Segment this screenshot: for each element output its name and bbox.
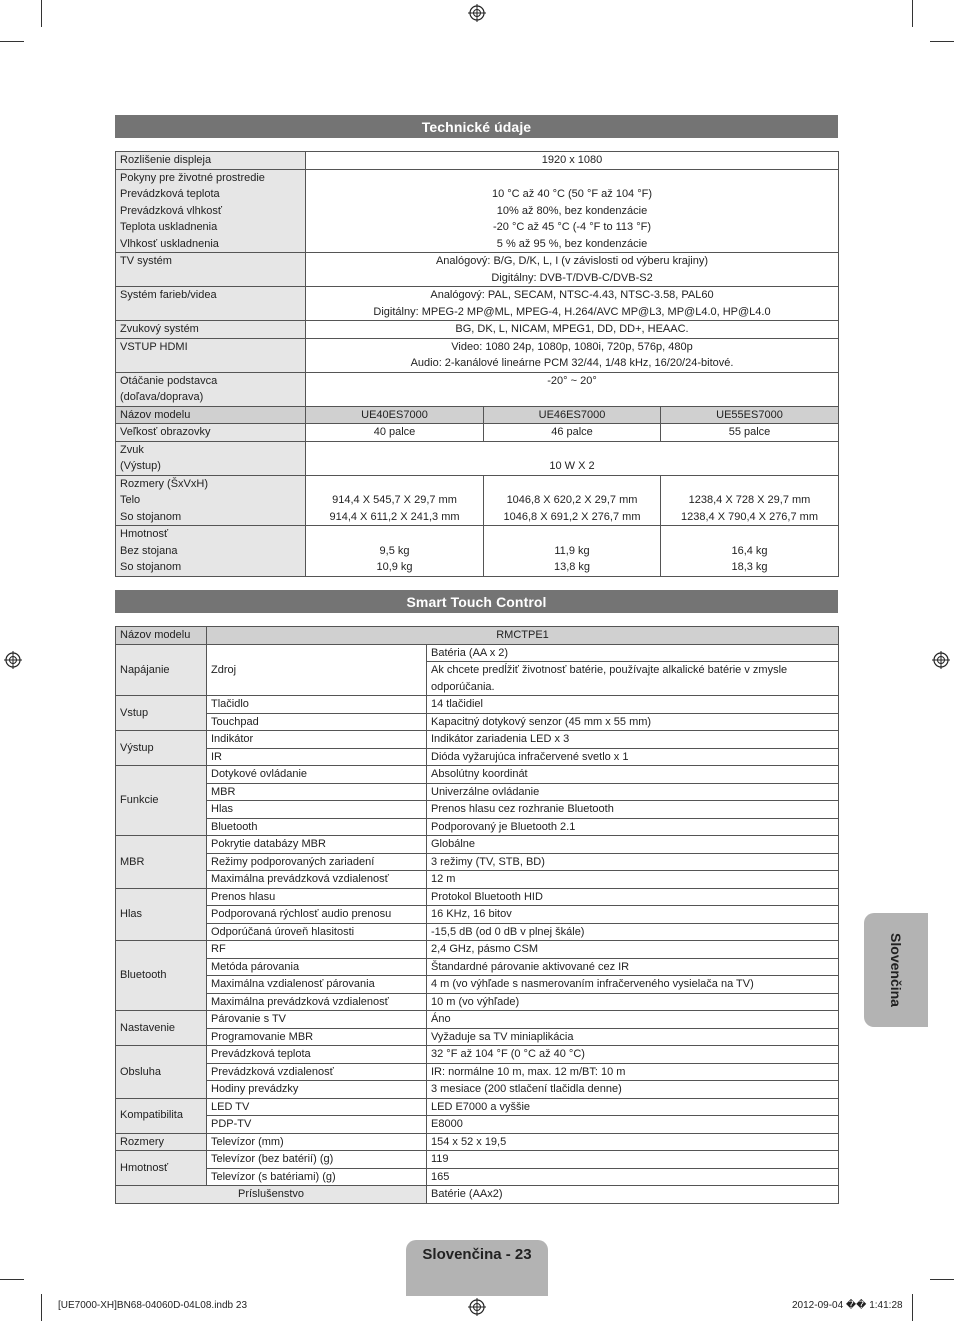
item-label: Touchpad: [207, 713, 427, 731]
page-number-label: Slovenčina - 23: [406, 1240, 548, 1296]
table-row: [116, 253, 839, 287]
spec-label: Veľkosť obrazovky: [116, 424, 306, 442]
table-row: [116, 1168, 839, 1186]
spec-label: Zvuk (Výstup): [116, 441, 306, 475]
item-value: 3 mesiace (200 stlačení tlačidla denne): [427, 1081, 839, 1099]
item-label: Podporovaná rýchlosť audio prenosu: [207, 906, 427, 924]
tech-spec-table: [115, 151, 839, 577]
spec-value: 11,9 kg 13,8 kg: [484, 526, 661, 577]
category-label: Hlas: [116, 888, 207, 941]
table-row: [116, 169, 839, 253]
table-row: [116, 1028, 839, 1046]
item-value: Prenos hlasu cez rozhranie Bluetooth: [427, 801, 839, 819]
item-label: Prevádzková vzdialenosť: [207, 1063, 427, 1081]
spec-value: 55 palce: [661, 424, 839, 442]
item-label: Prevádzková teplota: [207, 1046, 427, 1064]
item-value: 16 KHz, 16 bitov: [427, 906, 839, 924]
item-value: Áno: [427, 1011, 839, 1029]
item-value: 3 režimy (TV, STB, BD): [427, 853, 839, 871]
registration-mark-icon: [468, 1298, 486, 1316]
item-label: Indikátor: [207, 731, 427, 749]
spec-label: VSTUP HDMI: [116, 338, 306, 372]
item-value: 154 x 52 x 19,5: [427, 1133, 839, 1151]
table-row: [116, 713, 839, 731]
item-value: 2,4 GHz, pásmo CSM: [427, 941, 839, 959]
table-row: [116, 644, 839, 662]
item-value: Kapacitný dotykový senzor (45 mm x 55 mm): [427, 713, 839, 731]
spec-label: Systém farieb/videa: [116, 287, 306, 321]
crop-mark: [912, 1294, 913, 1321]
table-row: [116, 1046, 839, 1064]
item-label: Zdroj: [207, 644, 427, 696]
smart-touch-section-title: Smart Touch Control: [115, 590, 838, 613]
table-row: [116, 923, 839, 941]
table-row: [116, 818, 839, 836]
item-label: Prenos hlasu: [207, 888, 427, 906]
item-value: 32 °F až 104 °F (0 °C až 40 °C): [427, 1046, 839, 1064]
item-label: PDP-TV: [207, 1116, 427, 1134]
table-row: [116, 696, 839, 714]
item-value: Batéria (AA x 2): [427, 644, 839, 662]
item-value: Ak chcete predĺžiť životnosť batérie, používajte alkalické batérie v zmysle odporúčania.: [427, 662, 839, 696]
spec-label: Rozmery (ŠxVxH) Telo So stojanom: [116, 475, 306, 526]
category-label: Napájanie: [116, 644, 207, 696]
accessory-label: Príslušenstvo: [116, 1186, 427, 1204]
table-row: [116, 1063, 839, 1081]
spec-label: Hmotnosť Bez stojana So stojanom: [116, 526, 306, 577]
registration-mark-icon: [932, 651, 950, 669]
accessory-value: Batérie (AAx2): [427, 1186, 839, 1204]
spec-value: 46 palce: [484, 424, 661, 442]
spec-value: 1920 x 1080: [306, 152, 839, 170]
table-row: [116, 1098, 839, 1116]
spec-value: Video: 1080 24p, 1080p, 1080i, 720p, 576p, 480p Audio: 2-kanálové lineárne PCM 32/44, 1/48 kHz, 16/20/24-bitové.: [306, 338, 839, 372]
item-label: IR: [207, 748, 427, 766]
item-label: Bluetooth: [207, 818, 427, 836]
table-row: [116, 424, 839, 442]
spec-label: Názov modelu: [116, 406, 306, 424]
item-label: Režimy podporovaných zariadení: [207, 853, 427, 871]
crop-mark: [0, 1279, 24, 1280]
item-value: Absolútny koordinát: [427, 766, 839, 784]
category-label: MBR: [116, 836, 207, 889]
table-row: [116, 731, 839, 749]
table-row: [116, 871, 839, 889]
crop-mark: [41, 1294, 42, 1321]
spec-label: Otáčanie podstavca (doľava/doprava): [116, 372, 306, 406]
spec-label: Pokyny pre životné prostredie Prevádzková teplota Prevádzková vlhkosť Teplota uskladnenia Vlhkosť uskladnenia: [116, 169, 306, 253]
spec-label: Názov modelu: [116, 627, 207, 645]
item-value: Dióda vyžarujúca infračervené svetlo x 1: [427, 748, 839, 766]
spec-value: Analógový: PAL, SECAM, NTSC-4.43, NTSC-3.58, PAL60 Digitálny: MPEG-2 MP@ML, MPEG-4, H.264/AVC MP@L3, MP@L4.0, HP@L4.0: [306, 287, 839, 321]
table-row: [116, 287, 839, 321]
item-value: -15,5 dB (od 0 dB v plnej škále): [427, 923, 839, 941]
item-label: Televízor (bez batérií) (g): [207, 1151, 427, 1169]
table-row: [116, 1116, 839, 1134]
item-value: Protokol Bluetooth HID: [427, 888, 839, 906]
crop-mark: [912, 0, 913, 27]
item-value: 14 tlačidiel: [427, 696, 839, 714]
table-row: [116, 1186, 839, 1204]
item-label: Dotykové ovládanie: [207, 766, 427, 784]
category-label: Nastavenie: [116, 1011, 207, 1046]
item-value: Vyžaduje sa TV miniaplikácia: [427, 1028, 839, 1046]
item-value: Podporovaný je Bluetooth 2.1: [427, 818, 839, 836]
item-label: RF: [207, 941, 427, 959]
table-row: [116, 526, 839, 577]
footer-file-info: [UE7000-XH]BN68-04060D-04L08.indb 23: [58, 1300, 248, 1311]
table-row: [116, 976, 839, 994]
table-row: [116, 441, 839, 475]
table-row: [116, 853, 839, 871]
spec-value: 16,4 kg 18,3 kg: [661, 526, 839, 577]
spec-value: 1238,4 X 728 X 29,7 mm 1238,4 X 790,4 X 276,7 mm: [661, 475, 839, 526]
category-label: Hmotnosť: [116, 1151, 207, 1186]
table-row: [116, 1081, 839, 1099]
item-value: 10 m (vo výhľade): [427, 993, 839, 1011]
item-label: Televízor (mm): [207, 1133, 427, 1151]
spec-value: 10 °C až 40 °C (50 °F až 104 °F) 10% až 80%, bez kondenzácie -20 °C až 45 °C (-4 °F to 113 °F) 5 % až 95 %, bez kondenzácie: [306, 169, 839, 253]
item-value: IR: normálne 10 m, max. 12 m/BT: 10 m: [427, 1063, 839, 1081]
item-label: LED TV: [207, 1098, 427, 1116]
item-value: E8000: [427, 1116, 839, 1134]
item-label: MBR: [207, 783, 427, 801]
category-label: Funkcie: [116, 766, 207, 836]
spec-value: -20° ~ 20°: [306, 372, 839, 406]
model-name: UE46ES7000: [484, 406, 661, 424]
spec-label: Rozlišenie displeja: [116, 152, 306, 170]
registration-mark-icon: [4, 651, 22, 669]
table-row: [116, 801, 839, 819]
table-row: [116, 321, 839, 339]
table-row: [116, 627, 839, 645]
table-row: [116, 993, 839, 1011]
registration-mark-icon: [468, 4, 486, 22]
crop-mark: [930, 41, 954, 42]
item-value: Indikátor zariadenia LED x 3: [427, 731, 839, 749]
spec-label: TV systém: [116, 253, 306, 287]
item-label: Pokrytie databázy MBR: [207, 836, 427, 854]
tech-section-title: Technické údaje: [115, 115, 838, 138]
item-label: Odporúčaná úroveň hlasitosti: [207, 923, 427, 941]
spec-value: 40 palce: [306, 424, 484, 442]
model-name: RMCTPE1: [207, 627, 839, 645]
table-row: [116, 906, 839, 924]
table-row: [116, 406, 839, 424]
item-value: 119: [427, 1151, 839, 1169]
category-label: Vstup: [116, 696, 207, 731]
category-label: Bluetooth: [116, 941, 207, 1011]
spec-value: Analógový: B/G, D/K, L, I (v závislosti od výberu krajiny) Digitálny: DVB-T/DVB-C/DVB-S2: [306, 253, 839, 287]
table-row: [116, 372, 839, 406]
footer-timestamp: 2012-09-04 �� 1:41:28: [792, 1300, 903, 1311]
item-value: Globálne: [427, 836, 839, 854]
spec-value: 9,5 kg 10,9 kg: [306, 526, 484, 577]
table-row: [116, 338, 839, 372]
spec-value: 10 W X 2: [306, 441, 839, 475]
item-label: Maximálna prevádzková vzdialenosť: [207, 871, 427, 889]
spec-value: BG, DK, L, NICAM, MPEG1, DD, DD+, HEAAC.: [306, 321, 839, 339]
table-row: [116, 475, 839, 526]
spec-label: Zvukový systém: [116, 321, 306, 339]
table-row: [116, 783, 839, 801]
item-value: 4 m (vo výhľade s nasmerovaním infračerveného vysielača na TV): [427, 976, 839, 994]
item-label: Metóda párovania: [207, 958, 427, 976]
item-value: 12 m: [427, 871, 839, 889]
item-label: Párovanie s TV: [207, 1011, 427, 1029]
item-label: Maximálna vzdialenosť párovania: [207, 976, 427, 994]
table-row: [116, 836, 839, 854]
table-row: [116, 1133, 839, 1151]
table-row: [116, 1151, 839, 1169]
category-label: Rozmery: [116, 1133, 207, 1151]
model-name: UE40ES7000: [306, 406, 484, 424]
category-label: Výstup: [116, 731, 207, 766]
spec-value: 914,4 X 545,7 X 29,7 mm 914,4 X 611,2 X 241,3 mm: [306, 475, 484, 526]
item-label: Televízor (s batériami) (g): [207, 1168, 427, 1186]
table-row: [116, 1011, 839, 1029]
table-row: [116, 888, 839, 906]
table-row: [116, 748, 839, 766]
table-row: [116, 152, 839, 170]
item-label: Tlačidlo: [207, 696, 427, 714]
category-label: Obsluha: [116, 1046, 207, 1099]
item-value: LED E7000 a vyššie: [427, 1098, 839, 1116]
item-value: Univerzálne ovládanie: [427, 783, 839, 801]
smart-touch-table: [115, 626, 839, 1204]
model-name: UE55ES7000: [661, 406, 839, 424]
item-value: Štandardné párovanie aktivované cez IR: [427, 958, 839, 976]
item-label: Programovanie MBR: [207, 1028, 427, 1046]
item-label: Hlas: [207, 801, 427, 819]
crop-mark: [41, 0, 42, 27]
table-row: [116, 958, 839, 976]
language-side-tab: Slovenčina: [864, 913, 928, 1027]
crop-mark: [930, 1279, 954, 1280]
category-label: Kompatibilita: [116, 1098, 207, 1133]
table-row: [116, 941, 839, 959]
item-label: Maximálna prevádzková vzdialenosť: [207, 993, 427, 1011]
crop-mark: [0, 41, 24, 42]
table-row: [116, 766, 839, 784]
spec-value: 1046,8 X 620,2 X 29,7 mm 1046,8 X 691,2 X 276,7 mm: [484, 475, 661, 526]
item-label: Hodiny prevádzky: [207, 1081, 427, 1099]
item-value: 165: [427, 1168, 839, 1186]
